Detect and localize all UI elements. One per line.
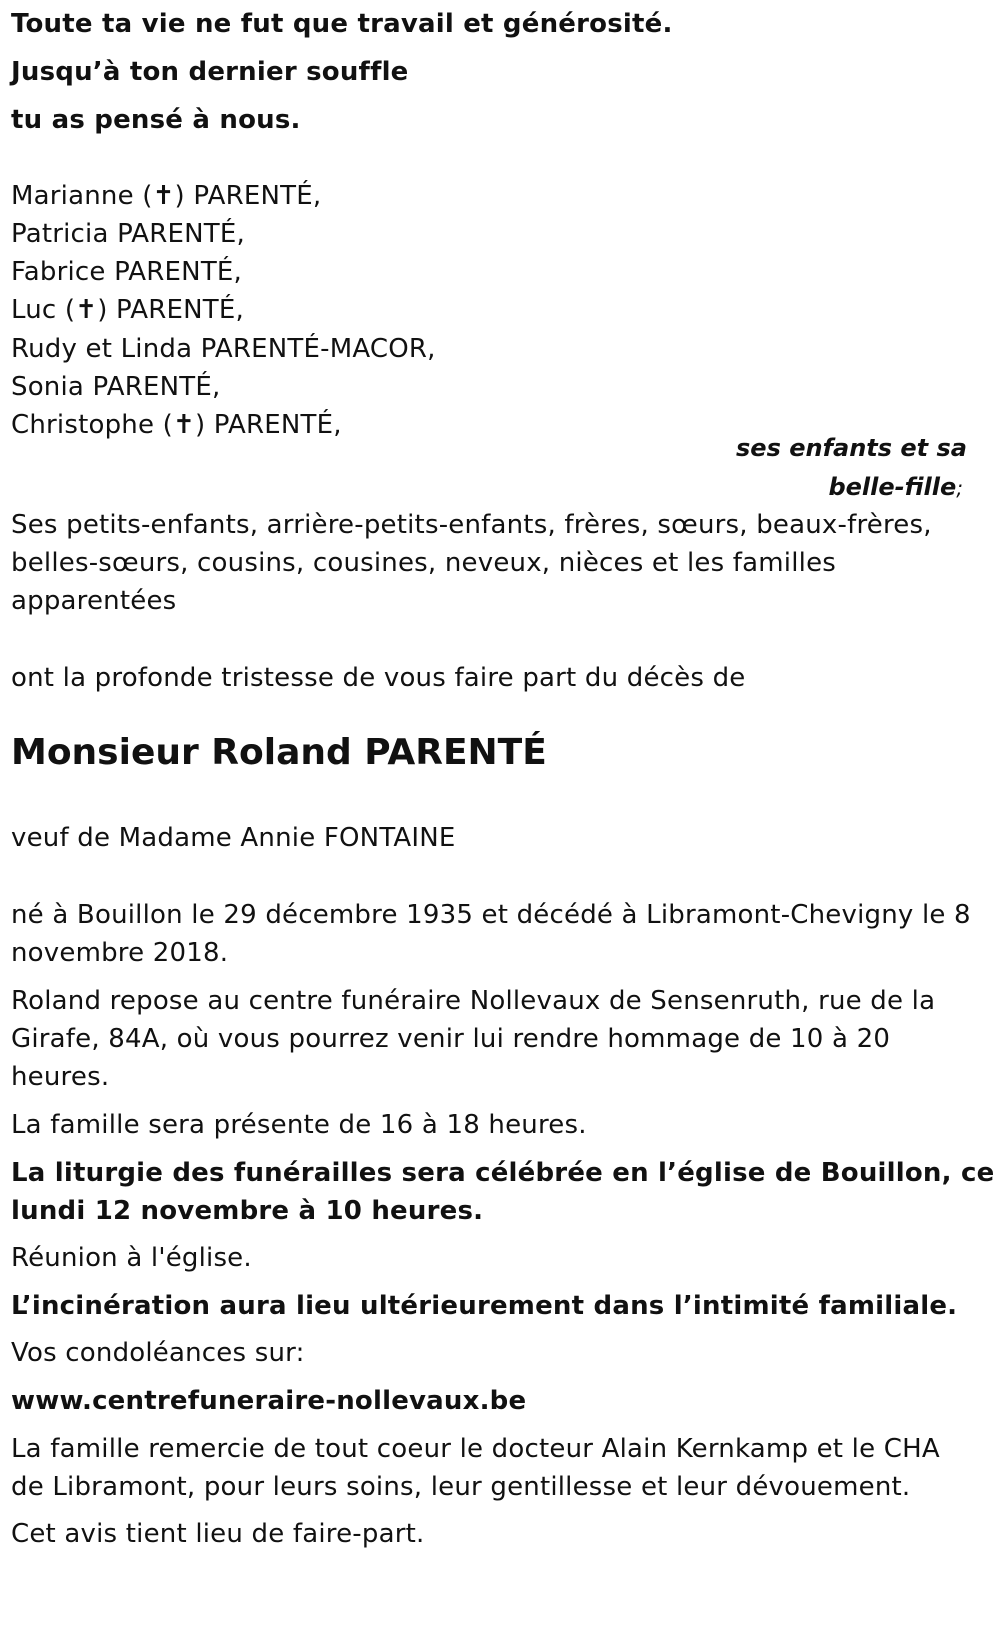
liturgy-line-2: lundi 12 novembre à 10 heures. — [11, 1196, 484, 1226]
announcement: ont la profonde tristesse de vous faire part du décès de — [11, 663, 746, 693]
child-name: Marianne (✝) PARENTÉ, — [11, 181, 322, 211]
child-name: Rudy et Linda PARENTÉ-MACOR, — [11, 334, 436, 364]
condolences-label: Vos condoléances sur: — [11, 1338, 305, 1368]
family-line-3: apparentées — [11, 586, 177, 616]
closing-line: Cet avis tient lieu de faire-part. — [11, 1519, 425, 1549]
epitaph-line-2: Jusqu’à ton dernier souffle — [11, 57, 409, 87]
family-presence: La famille sera présente de 16 à 18 heures. — [11, 1110, 587, 1140]
meeting-line: Réunion à l'église. — [11, 1243, 252, 1273]
deceased-name: Monsieur Roland PARENTÉ — [11, 732, 547, 773]
children-caption-punct: ; — [956, 476, 963, 500]
condolences-website-link[interactable]: www.centrefuneraire-nollevaux.be — [11, 1386, 527, 1416]
repose-line-2: Girafe, 84A, où vous pourrez venir lui rendre hommage de 10 à 20 — [11, 1024, 891, 1054]
birth-death-line-2: novembre 2018. — [11, 938, 229, 968]
condolences-link-row — [11, 1381, 526, 1421]
epitaph-line-3: tu as pensé à nous. — [11, 105, 301, 135]
child-name: Fabrice PARENTÉ, — [11, 257, 242, 287]
cremation-line: L’incinération aura lieu ultérieurement dans l’intimité familiale. — [11, 1291, 958, 1321]
family-line-2: belles-sœurs, cousins, cousines, neveux, nièces et les familles — [11, 548, 837, 578]
family-line-1: Ses petits-enfants, arrière-petits-enfants, frères, sœurs, beaux-frères, — [11, 510, 932, 540]
children-caption-text: belle-fille — [828, 473, 957, 501]
thanks-line-2: de Libramont, pour leurs soins, leur gentillesse et leur dévouement. — [11, 1472, 911, 1502]
child-name: Sonia PARENTÉ, — [11, 372, 221, 402]
children-caption-line-1: ses enfants et sa — [736, 434, 967, 462]
epitaph-line-1: Toute ta vie ne fut que travail et générosité. — [11, 9, 673, 39]
repose-line-1: Roland repose au centre funéraire Nollevaux de Sensenruth, rue de la — [11, 986, 936, 1016]
repose-line-3: heures. — [11, 1062, 110, 1092]
child-name: Luc (✝) PARENTÉ, — [11, 295, 244, 325]
child-name: Christophe (✝) PARENTÉ, — [11, 410, 342, 440]
thanks-line-1: La famille remercie de tout coeur le docteur Alain Kernkamp et le CHA — [11, 1434, 940, 1464]
liturgy-line-1: La liturgie des funérailles sera célébrée en l’église de Bouillon, ce — [11, 1158, 995, 1188]
children-caption-line-2 — [828, 467, 963, 508]
birth-death-line-1: né à Bouillon le 29 décembre 1935 et décédé à Libramont-Chevigny le 8 — [11, 900, 971, 930]
widower-line: veuf de Madame Annie FONTAINE — [11, 823, 456, 853]
child-name: Patricia PARENTÉ, — [11, 219, 245, 249]
